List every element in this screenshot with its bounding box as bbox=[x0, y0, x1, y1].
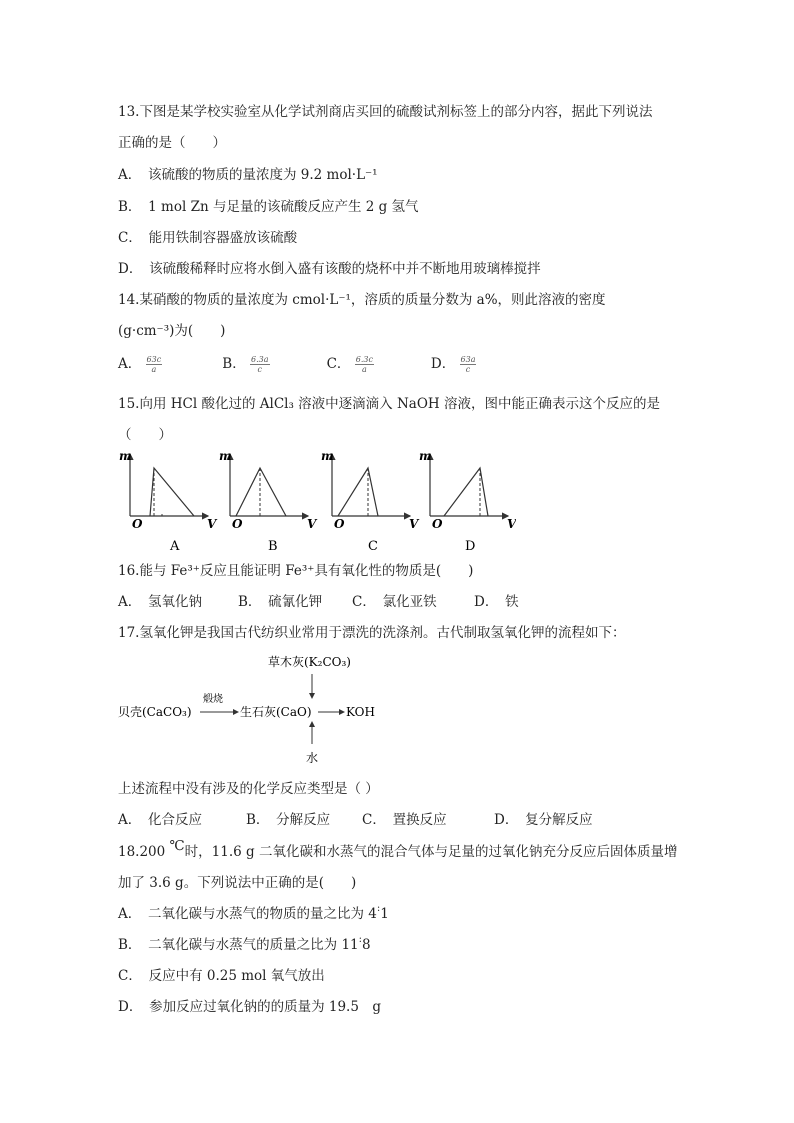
graph-label-b: B bbox=[268, 539, 278, 554]
graph-c bbox=[321, 450, 420, 554]
q14-stem-line1: 14.某硝酸的物质的量浓度为 cmol·L⁻¹，溶质的质量分数为 a%，则此溶液的密度 bbox=[118, 292, 606, 308]
degree-unit: ℃ bbox=[169, 838, 185, 854]
flow-middle-label: 生石灰(CaO) bbox=[240, 705, 312, 719]
q13-stem-line2: 正确的是（ ） bbox=[118, 135, 226, 151]
q16-stem: 16.能与 Fe³⁺反应且能证明 Fe³⁺具有氧化性的物质是( ) bbox=[118, 563, 474, 579]
fraction: $\frac{63a}{c}$ bbox=[460, 355, 476, 374]
q18-stem-line2: 加了 3.6 g。下列说法中正确的是( ) bbox=[118, 875, 357, 891]
curve-d bbox=[444, 468, 488, 516]
q18-option-c: C． 反应中有 0.25 mol 氧气放出 bbox=[118, 968, 325, 984]
q13-option-b: B． 1 mol Zn 与足量的该硫酸反应产生 2 g 氢气 bbox=[118, 199, 419, 215]
curve-a bbox=[150, 468, 194, 516]
q17-options bbox=[118, 811, 593, 829]
flow-product-label: KOH bbox=[346, 705, 375, 719]
graph-d bbox=[419, 450, 516, 554]
q18-stem-line1: 18.200 ℃时，11.6 g 二氧化碳和水蒸气的混合气体与足量的过氧化钠充分反应后固体质量增 bbox=[118, 838, 678, 860]
svg-text:O: O bbox=[334, 517, 345, 531]
q13-option-a: A． 该硫酸的物质的量浓度为 9.2 mol·L⁻¹ bbox=[118, 167, 378, 183]
flow-top-label: 草木灰(K₂CO₃) bbox=[268, 655, 351, 669]
q14-option-d: D． $\frac{63a}{c}$ bbox=[430, 355, 476, 374]
graph-label-a: A bbox=[170, 539, 180, 554]
svg-text:V: V bbox=[409, 517, 419, 531]
q15-stem-line1: 15.向用 HCl 酸化过的 AlCl₃ 溶液中逐滴滴入 NaOH 溶液，图中能正确表示这个反应的是 bbox=[118, 396, 660, 412]
fraction: $\frac{6.3a}{c}$ bbox=[251, 355, 269, 374]
curve-b bbox=[236, 468, 286, 516]
svg-text:V: V bbox=[307, 517, 317, 531]
q18-option-d: D． 参加反应过氧化钠的的质量为 19.5 g bbox=[118, 999, 382, 1015]
flow-arrow-label: 煅烧 bbox=[203, 694, 223, 705]
q13-stem-line1: 13.下图是某学校实验室从化学试剂商店买回的硫酸试剂标签上的部分内容，据此下列说法 bbox=[118, 104, 653, 120]
q17-stem: 17.氢氧化钾是我国古代纺织业常用于漂洗的洗涤剂。古代制取氢氧化钾的流程如下： bbox=[118, 625, 626, 641]
q18-option-a: A． 二氧化碳与水蒸气的物质的量之比为 4:1 bbox=[118, 903, 389, 922]
svg-text:V: V bbox=[507, 517, 516, 531]
svg-text:m: m bbox=[419, 450, 432, 463]
graph-label-c: C bbox=[368, 539, 378, 554]
q14-stem-line2: (g·cm⁻³)为( ) bbox=[118, 323, 226, 339]
graph-b bbox=[219, 450, 318, 554]
q16-option-a: A． 氢氧化钠 bbox=[118, 594, 202, 610]
graph-label-d: D bbox=[465, 539, 476, 554]
q16-options bbox=[118, 593, 519, 611]
flow-bottom-label: 水 bbox=[306, 751, 319, 765]
q14-option-c: C． $\frac{6.3c}{a}$ bbox=[326, 355, 373, 374]
svg-text:O: O bbox=[232, 517, 243, 531]
q16-option-b: B． 硫氰化钾 bbox=[238, 594, 323, 610]
origin-label: O bbox=[132, 517, 143, 531]
axis-label-v: V bbox=[207, 517, 217, 531]
q17-option-d: D． 复分解反应 bbox=[494, 812, 593, 828]
q17-question: 上述流程中没有涉及的化学反应类型是（ ） bbox=[118, 781, 379, 797]
q15-stem-line2: （ ） bbox=[118, 427, 172, 443]
q15-graphs bbox=[116, 450, 516, 556]
q16-option-c: C． 氯化亚铁 bbox=[352, 594, 437, 610]
curve-c bbox=[338, 468, 378, 516]
q14-options bbox=[118, 355, 531, 374]
q17-option-a: A． 化合反应 bbox=[118, 812, 202, 828]
q16-option-d: D． 铁 bbox=[474, 594, 519, 610]
q13-option-c: C． 能用铁制容器盛放该硫酸 bbox=[118, 230, 298, 246]
q13-option-d: D． 该硫酸稀释时应将水倒入盛有该酸的烧杯中并不断地用玻璃棒搅拌 bbox=[118, 261, 541, 277]
q17-option-c: C． 置换反应 bbox=[362, 812, 447, 828]
fraction: $\frac{63c}{a}$ bbox=[146, 355, 162, 374]
q17-option-b: B． 分解反应 bbox=[246, 812, 331, 828]
fraction: $\frac{6.3c}{a}$ bbox=[355, 355, 373, 374]
q18-option-b: B． 二氧化碳与水蒸气的质量之比为 11:8 bbox=[118, 934, 371, 953]
svg-text:O: O bbox=[432, 517, 443, 531]
svg-text:m: m bbox=[321, 450, 334, 463]
axis-label-m: m bbox=[119, 450, 132, 463]
graph-a bbox=[119, 450, 218, 554]
svg-text:m: m bbox=[219, 450, 232, 463]
flow-start-label: 贝壳(CaCO₃) bbox=[118, 705, 192, 719]
q17-flow-diagram bbox=[118, 648, 378, 768]
q14-option-a: A． $\frac{63c}{a}$ bbox=[118, 355, 162, 374]
q14-option-b: B． $\frac{6.3a}{c}$ bbox=[222, 355, 269, 374]
